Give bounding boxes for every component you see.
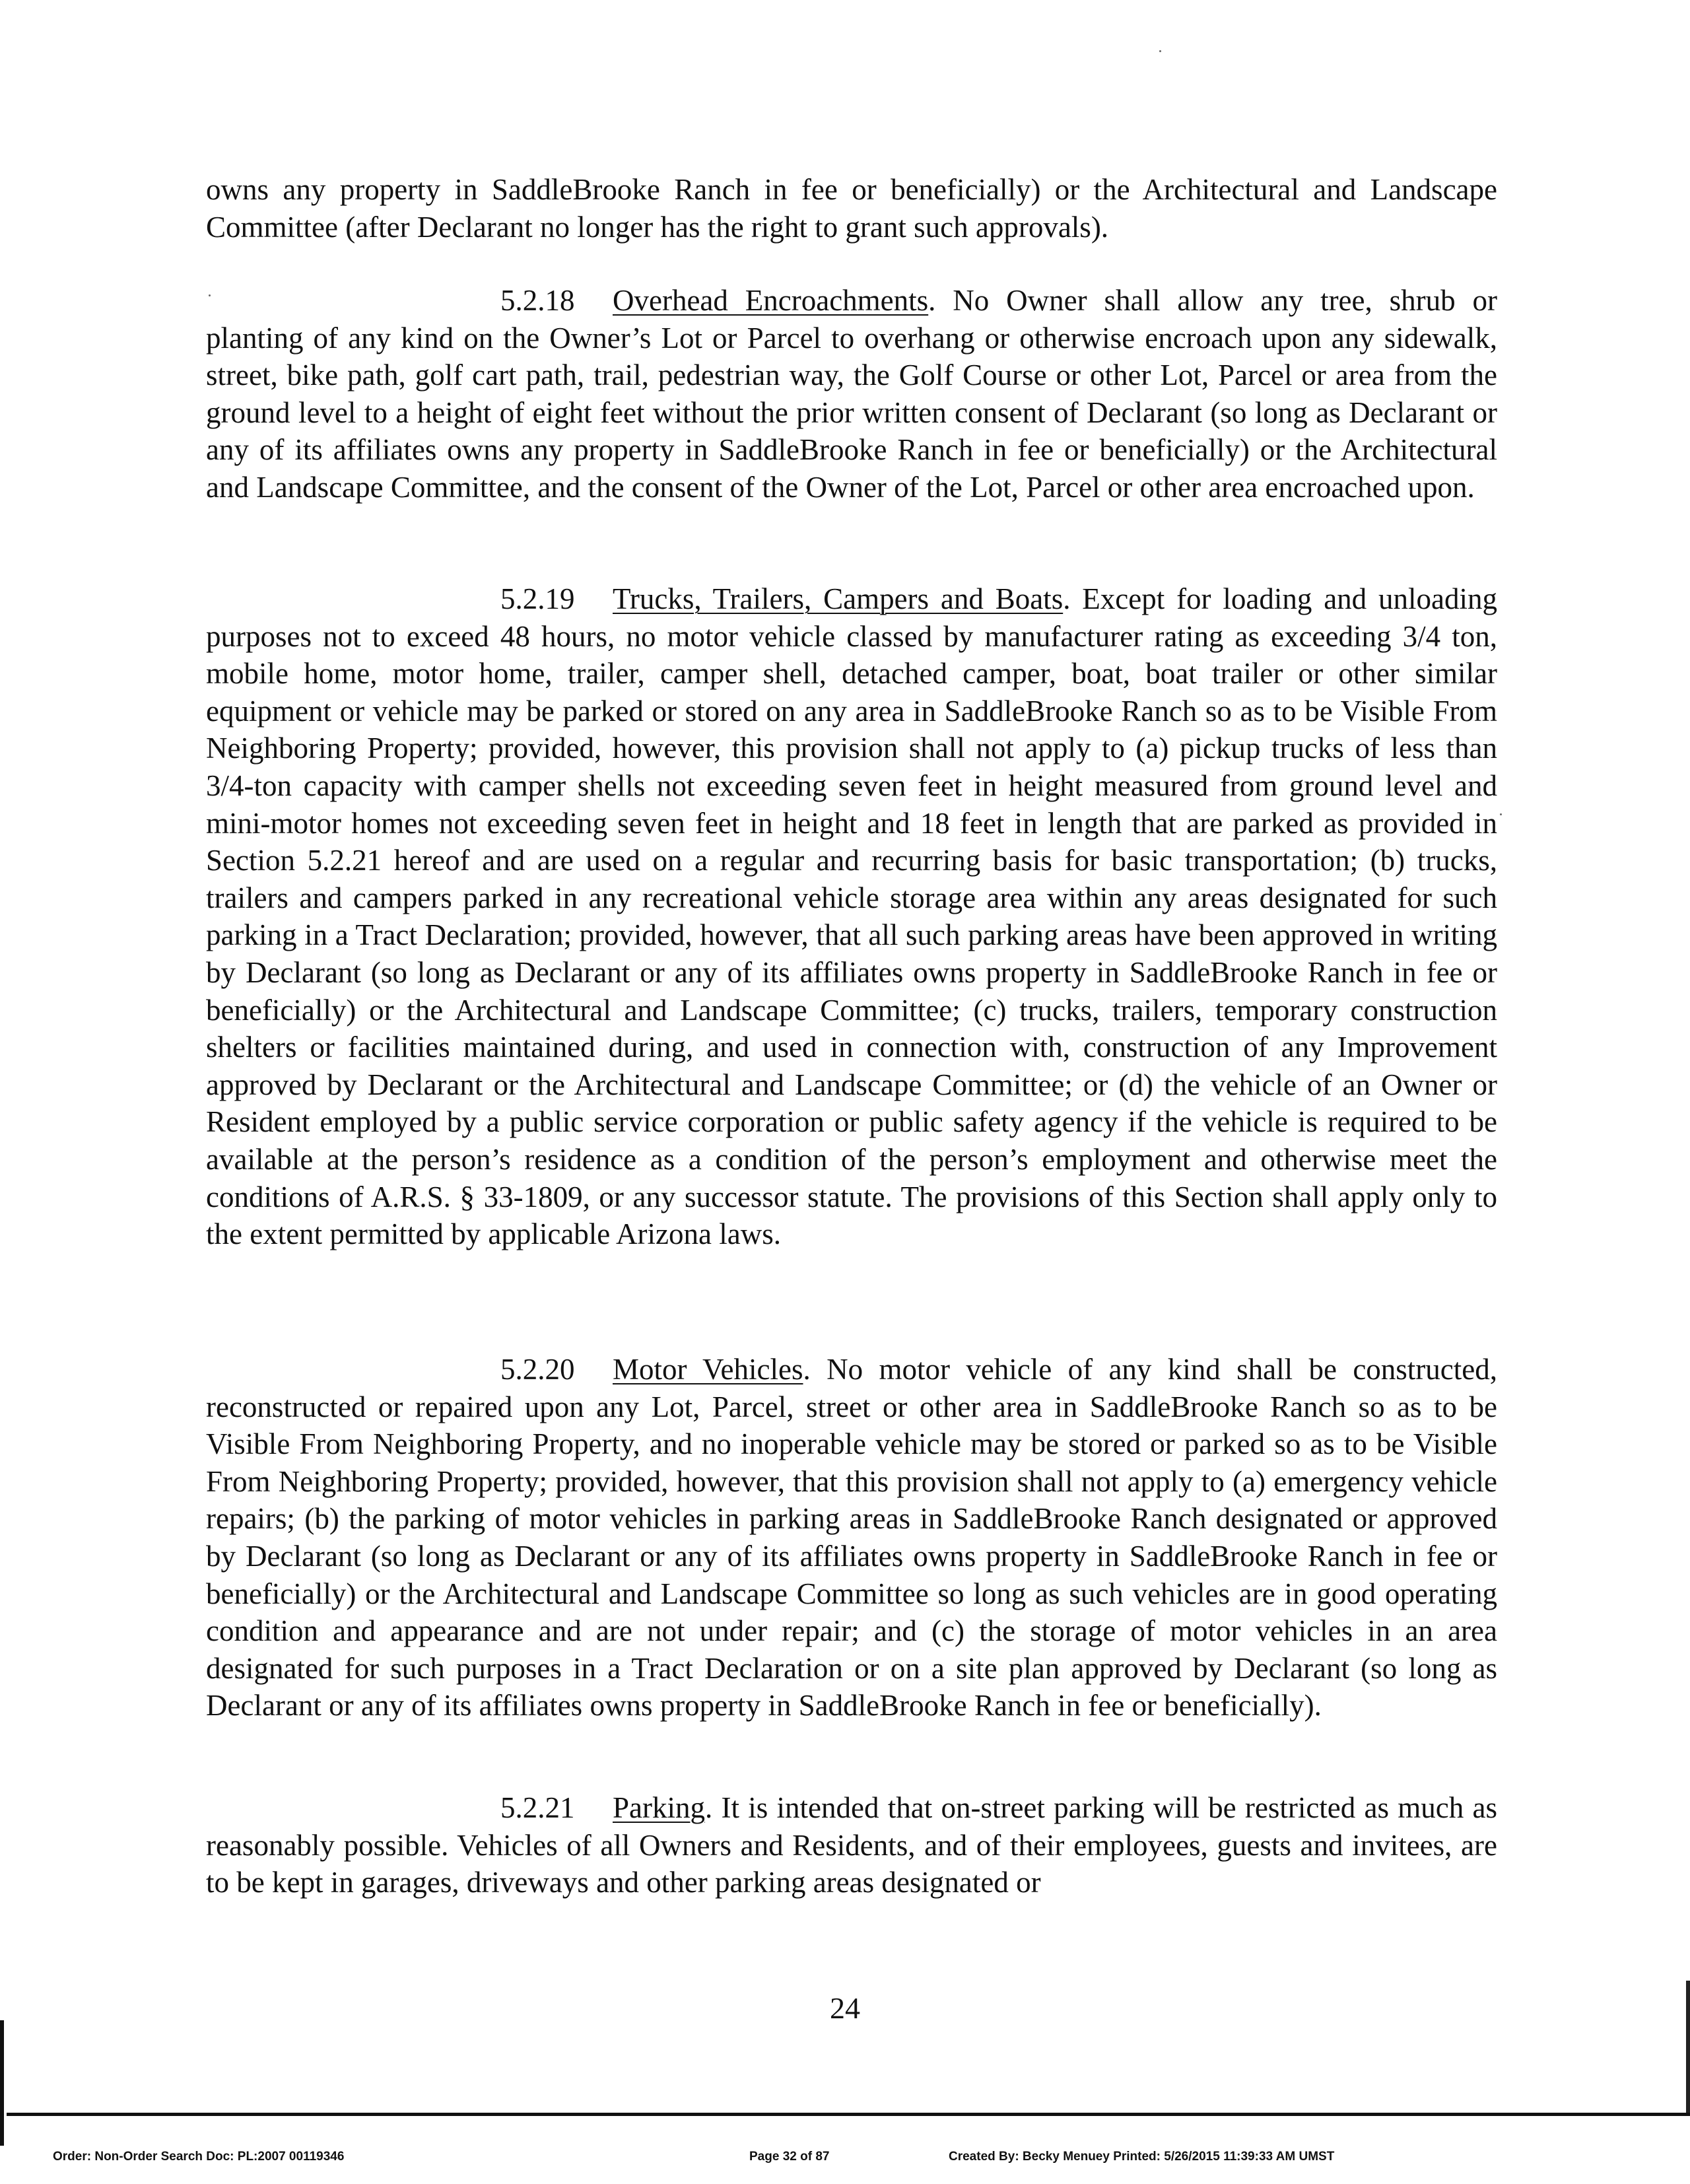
section-body: Except for loading and unloading purposes not to exceed 48 hours, no motor vehicle classed by manufacturer rating as exceeding 3/4 ton, mobile home, motor home, trailer, camper shell, detached camper, boat, boat trailer or other similar equipment or vehicle may be parked or stored on any area in SaddleBrooke Ranch so as to be Visible From Neighboring Property; provided, however, this provision shall not apply to (a) pickup trucks of less than 3/4-ton capacity with camper shells not exceeding seven feet in height measured from ground level and mini-motor homes not exceeding seven feet in height and 18 feet in length that are parked as provided in Section 5.2.21 hereof and are used on a regular and recurring basis for basic transportation; (b) trucks, trailers and campers parked in any recreational vehicle storage area within any areas designated for such parking in a Tract Declaration; provided, however, that all such parking areas have been approved in writing by Declarant (so long as Declarant or any of its affiliates owns property in SaddleBrooke Ranch in fee or beneficially) or the Architectural and Landscape Committee; (c) trucks, trailers, temporary construction shelters or facilities maintained during, and used in connection with, construction of any Improvement approved by Declarant or the Architectural and Landscape Committee; or (d) the vehicle of an Owner or Resident employed by a public service corporation or public safety agency if the vehicle is required to be available at the person’s residence as a condition of the person’s employment and otherwise meet the conditions of A.R.S. § 33-1809, or any successor statute. The provisions of this Section shall apply only to the extent permitted by applicable Arizona laws. — [206, 582, 1497, 1251]
section-number: 5.2.18 — [500, 284, 575, 317]
section-number: 5.2.21 — [500, 1791, 575, 1824]
scan-edge-left — [0, 2020, 4, 2146]
footer-created-printed: Created By: Becky Menuey Printed: 5/26/2015 11:39:33 AM UMST — [949, 2150, 1335, 2164]
section-title-period: . — [928, 284, 936, 317]
section-5-2-19 — [206, 580, 1497, 1253]
paragraph-intro-text: owns any property in SaddleBrooke Ranch in fee or beneficially) or the Architectural and Landscape Committee (after Declarant no longer has the right to grant such approvals). — [206, 173, 1497, 244]
scan-speck — [1500, 813, 1502, 815]
scan-speck — [1159, 50, 1161, 52]
footer-divider — [7, 2113, 1690, 2116]
section-5-2-20 — [206, 1351, 1497, 1724]
scan-speck — [209, 294, 211, 296]
section-title: Trucks, Trailers, Campers and Boats — [613, 582, 1064, 615]
print-footer — [0, 2150, 1690, 2169]
section-title: Motor Vehicles — [613, 1353, 803, 1386]
footer-order-doc: Order: Non-Order Search Doc: PL:2007 00119346 — [53, 2150, 345, 2164]
section-number: 5.2.19 — [500, 582, 575, 615]
section-title: Overhead Encroachments — [613, 284, 929, 317]
section-title-period: . — [803, 1353, 811, 1386]
section-body: It is intended that on-street parking will be restricted as much as reasonably possible. Vehicles of all Owners and Residents, and of their employees, guests and invitees, are to be kept in garages, driveways and other parking areas designated or — [206, 1791, 1497, 1899]
footer-page-count: Page 32 of 87 — [749, 2150, 830, 2164]
section-title: Parking — [613, 1791, 705, 1824]
section-body: No Owner shall allow any tree, shrub or planting of any kind on the Owner’s Lot or Parcel to overhang or otherwise encroach upon any sidewalk, street, bike path, golf cart path, trail, pedestrian way, the Golf Course or other Lot, Parcel or area from the ground level to a height of eight feet without the prior written consent of Declarant (so long as Declarant or any of its affiliates owns any property in SaddleBrooke Ranch in fee or beneficially) or the Architectural and Landscape Committee, and the consent of the Owner of the Lot, Parcel or other area encroached upon. — [206, 284, 1497, 504]
section-title-period: . — [1063, 582, 1071, 615]
scan-edge-right — [1686, 1981, 1690, 2116]
section-5-2-18 — [206, 282, 1497, 506]
section-title-period: . — [705, 1791, 713, 1824]
section-5-2-21 — [206, 1789, 1497, 1901]
section-number: 5.2.20 — [500, 1353, 575, 1386]
page-number: 24 — [830, 1991, 860, 2025]
paragraph-continuation — [206, 171, 1497, 246]
section-body: No motor vehicle of any kind shall be constructed, reconstructed or repaired upon any Lot, Parcel, street or other area in SaddleBrooke Ranch so as to be Visible From Neighboring Property, and no inoperable vehicle may be stored or parked so as to be Visible From Neighboring Property; provided, however, that this provision shall not apply to (a) emergency vehicle repairs; (b) the parking of motor vehicles in parking areas in SaddleBrooke Ranch designated or approved by Declarant (so long as Declarant or any of its affiliates owns property in SaddleBrooke Ranch in fee or beneficially) or the Architectural and Landscape Committee so long as such vehicles are in good operating condition and appearance and are not under repair; and (c) the storage of motor vehicles in an area designated for such purposes in a Tract Declaration or on a site plan approved by Declarant (so long as Declarant or any of its affiliates owns property in SaddleBrooke Ranch in fee or beneficially). — [206, 1353, 1497, 1723]
